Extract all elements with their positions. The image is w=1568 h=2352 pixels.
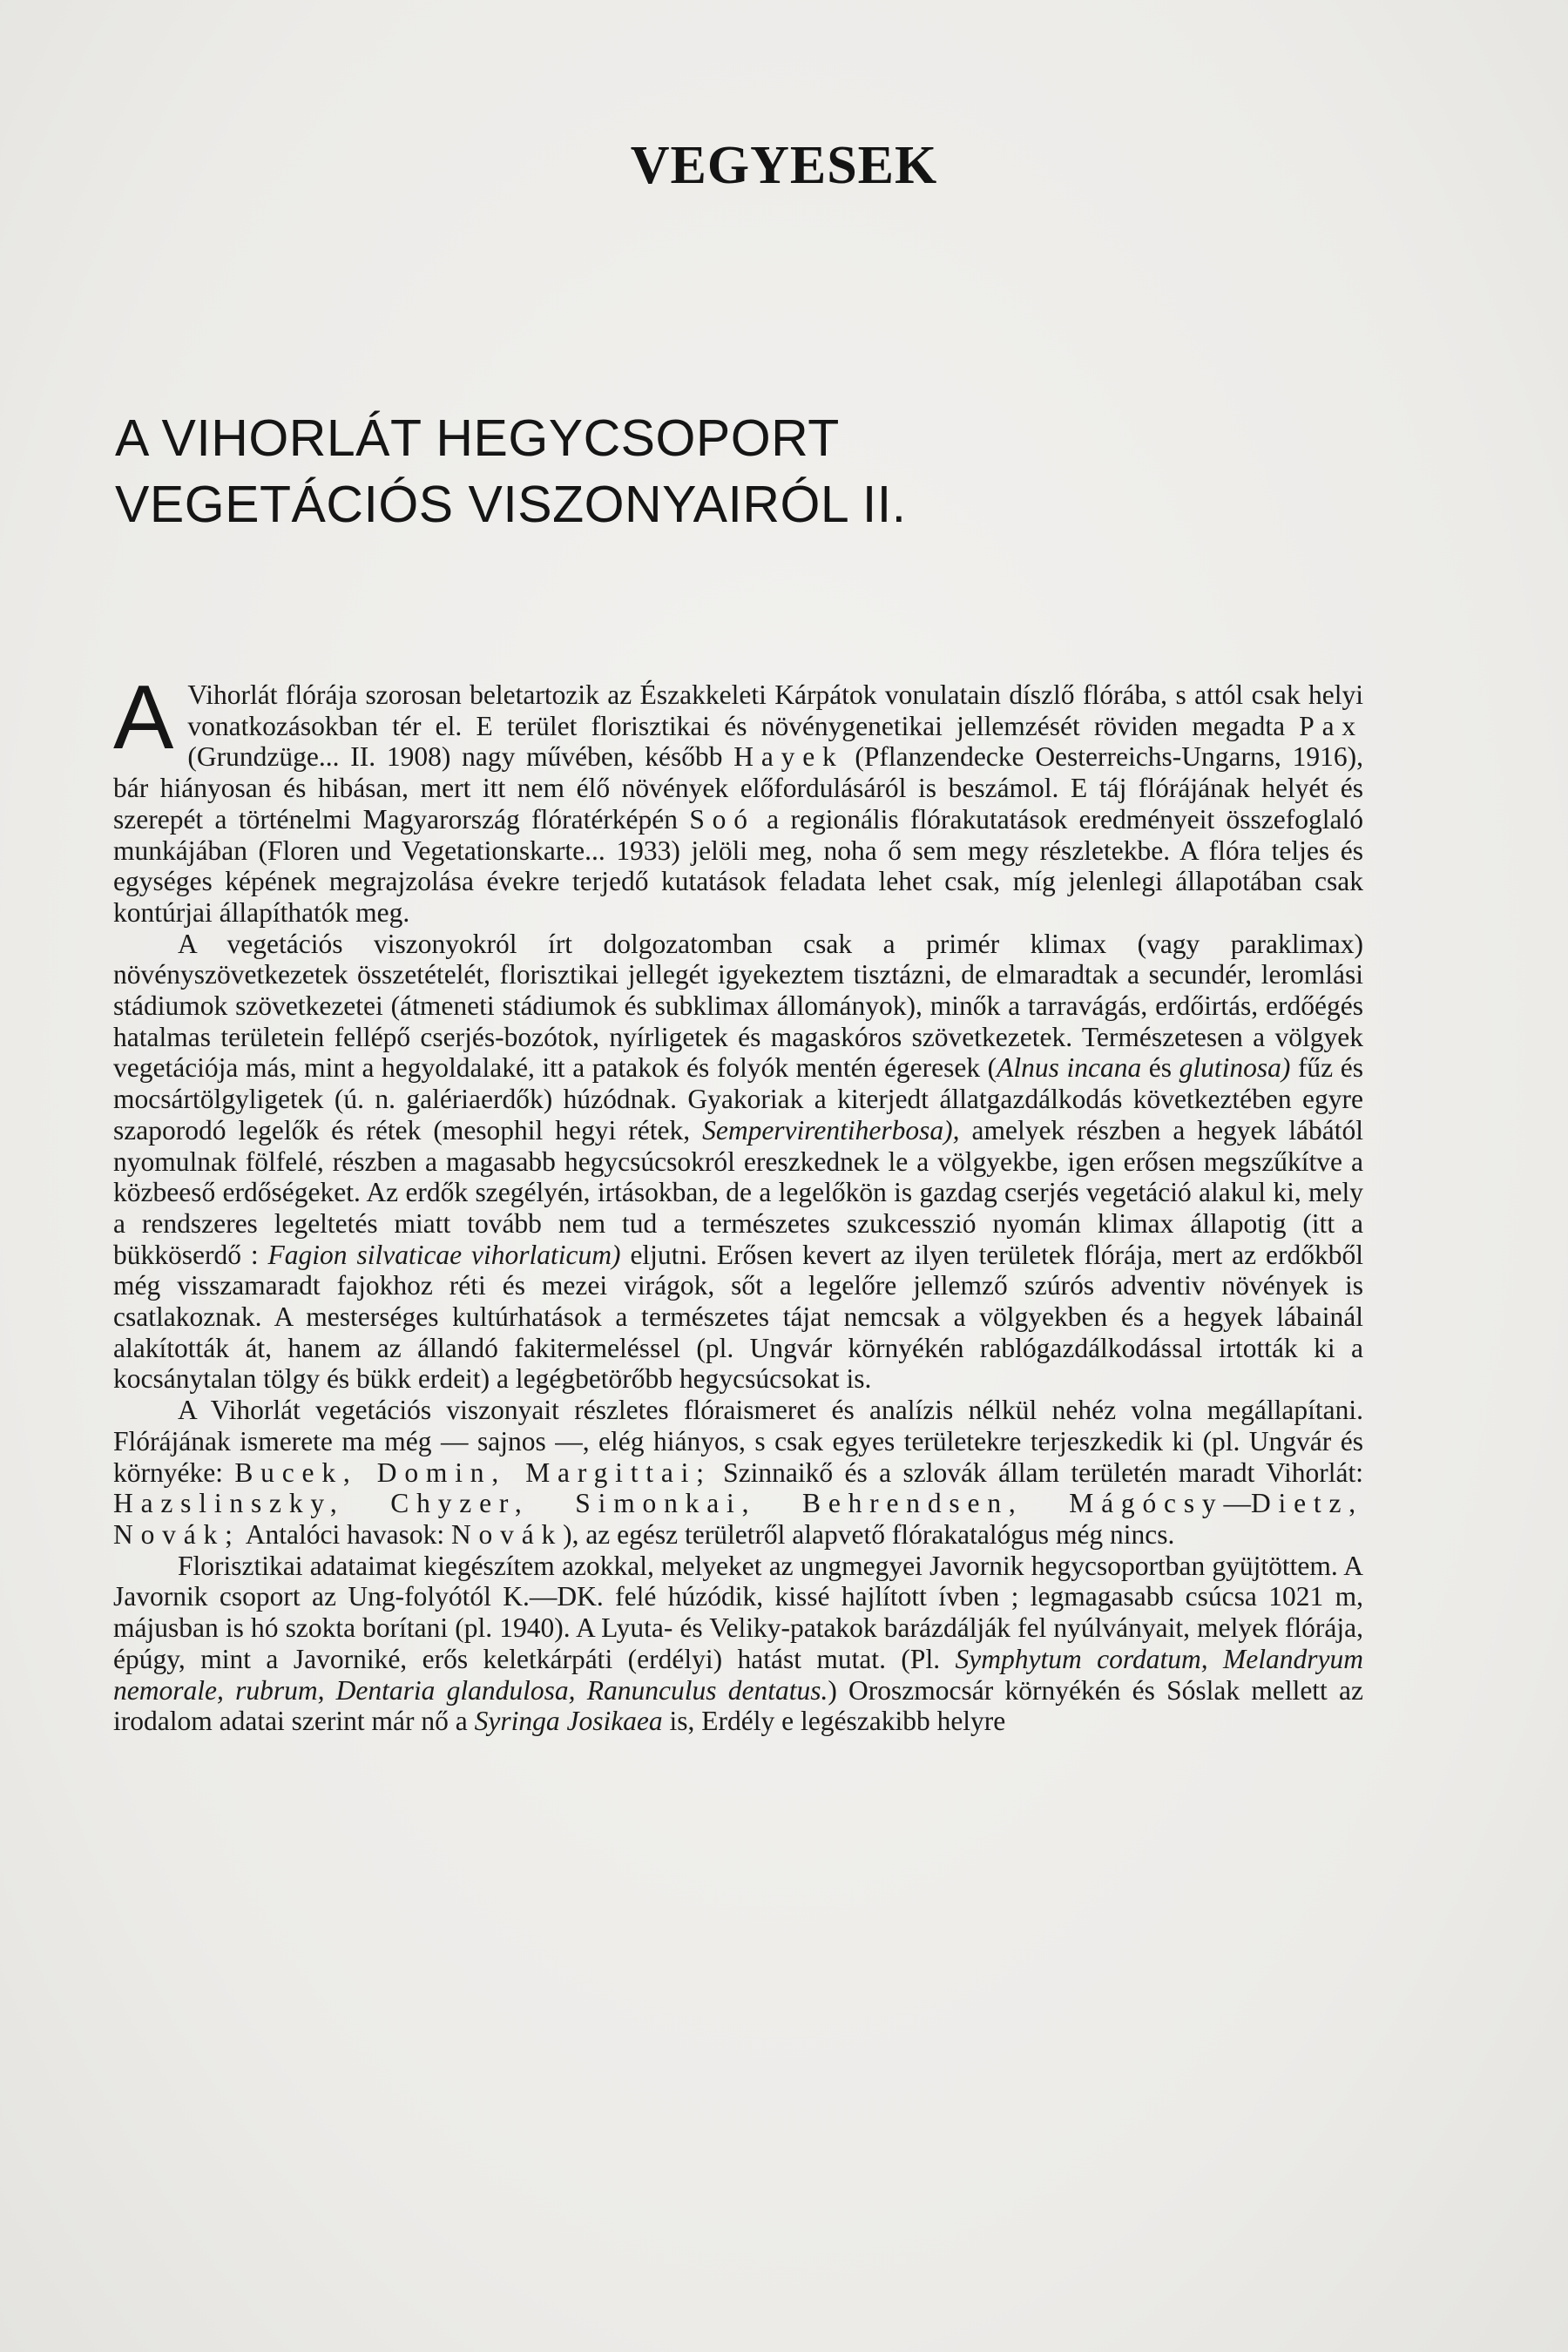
paragraph-4 (113, 1551, 1363, 1737)
paragraph-4-text-3: is, Erdély e legészakibb helyre (662, 1706, 1006, 1737)
author-name-soo: Soó (689, 803, 755, 835)
author-name-novak: Novák (450, 1518, 564, 1550)
author-names: Hazslinszky, Chyzer, Simonkai, Behrendsen, Mágócsy (113, 1488, 1224, 1519)
species-list: Symphytum cordatum, Melandryum nemorale, rubrum, Dentaria glandulosa, Ranunculus dentatus. (113, 1643, 1363, 1706)
paragraph-2-text-1: A vegetációs viszonyokról írt dolgozatomban csak a primér klimax (vagy paraklimax) növényszövetkezetek összetételét, florisztikai jellegét igyekeztem tisztázni, de elmaradtak a secundér, leromlási stádiumok szövetkezetei (átmeneti stádiumok és subklimax állományok), minők a tarravágás, erdőirtás, erdőégés hatalmas területein fellépő cserjés-bozótok, nyírligetek és magaskóros szövetkezetek. Természetesen a völgyek vegetációja más, mint a hegyoldalaké, itt a patakok és folyók mentén égeresek ( (113, 928, 1363, 1084)
paragraph-1-text-1: Vihorlát flórája szorosan beletartozik az Északkeleti Kárpátok vonulatain díszlő flórába, s attól csak helyi vonatkozásokban tér el. E terület florisztikai és növénygenetikai jellemzését röviden megadta (187, 679, 1363, 741)
paragraph-3-text-5: ), az egész területről alapvető flórakatalógus még nincs. (563, 1518, 1175, 1550)
article-title (115, 405, 907, 537)
section-header: VEGYESEK (630, 136, 938, 195)
species-name: Alnus incana (997, 1052, 1142, 1084)
article-title-line-2: VEGETÁCIÓS VISZONYAIRÓL II. (115, 476, 907, 533)
association-name: Sempervirentiherbosa), (702, 1114, 960, 1146)
author-name-pax: Pax (1299, 710, 1363, 741)
paragraph-2-text-4: amelyek részben a hegyek lábától nyomulnak fölfelé, részben a magasabb hegycsúcsokról ereszkednek le a völgyekbe, igen erősen megszűkítve a közbeeső erdőségeket. Az erdők szegélyén, irtásokban, de a legelőkön is gazdag cserjés vegetáció alakul ki, mely a rendszeres legeltetés miatt tovább nem tud a természetes szukcesszió nyomán klimax állapotig (itt a bükköserdő : (113, 1114, 1363, 1270)
paragraph-3-text-1: A Vihorlát vegetációs viszonyait részletes flóraismeret és analízis nélkül nehéz volna megállapítani. Flórájának ismerete ma még — sajnos —, elég hiányos, s csak egyes területekre terjeszkedik ki (pl. Ungvár és környéke: (113, 1395, 1363, 1488)
paragraph-4-text-1: Florisztikai adataimat kiegészítem azokkal, melyeket az ungmegyei Javornik hegycsoportban gyüjtöttem. A Javornik csoport az Ung-folyótól K.—DK. felé húzódik, kissé hajlított ívben ; legmagasabb csúcsa 1021 m, májusban is hó szokta borítani (pl. 1940). A Lyuta- és Veliky-patakok barázdálják fel nyúlványait, melyek flórája, épúgy, mint a Javorniké, erős keletkárpáti (erdélyi) hatást mutat. (Pl. (113, 1550, 1363, 1674)
paragraph-1 (113, 679, 1363, 929)
paragraph-2-text-3: fűz és mocsártölgyligetek (ú. n. galériaerdők) húzódnak. Gyakoriak a kiterjedt állatgazdálkodás következtében egyre szaporodó legelők és rétek (mesophil hegyi rétek, (113, 1052, 1363, 1146)
paragraph-2-text-5: eljutni. Erősen kevert az ilyen területek flórája, mert az erdőkből még visszamaradt fajokhoz réti és mezei virágok, sőt a legelőre jellemző szúrós adventiv növények is csatlakoznak. A mesterséges kultúrhatások a természetes tájat nemcsak a völgyekben és a hegyek lábainál alakították át, hanem az állandó fakitermeléssel (pl. Ungvár környékén rablógazdálkodással irtották ki a kocsánytalan tölgy és bükk erdeit) a legégbetörőbb hegycsúcsokat is. (113, 1239, 1363, 1395)
paragraph-1-text-2: (Grundzüge... II. 1908) nagy művében, később (187, 741, 734, 773)
paragraph-1-text-3: (Pflanzendecke Oesterreichs-Ungarns, 1916), bár hiányosan és hibásan, mert itt nem élő növények előfordulásáról is beszámol. E táj flórájának helyét és szerepét a történelmi Magyarország flóratérképén (113, 741, 1363, 835)
author-names: Bucek, Domin, Margittai; (234, 1456, 712, 1488)
association-name: Fagion silvaticae vihorlaticum) (267, 1239, 621, 1270)
article-title-line-1: A VIHORLÁT HEGYCSOPORT (115, 409, 840, 467)
species-name: Syringa Josikaea (474, 1706, 663, 1737)
paragraph-3-dash: — (1223, 1488, 1251, 1519)
paragraph-1-text-4: a regionális flórakutatások eredményeit összefoglaló munkájában (Floren und Vegetationskarte... 1933) jelöli meg, noha ő sem megy részletekbe. A flóra teljes és egységes képének megrajzolása évekre terjedő kutatások feladata lehet csak, míg jelenlegi állapotában csak kontúrjai állapíthatók meg. (113, 803, 1363, 928)
paragraph-2 (113, 929, 1363, 1396)
author-names: Dietz, Novák; (113, 1488, 1363, 1550)
paragraph-2-text-2: és (1141, 1052, 1179, 1084)
paragraph-3 (113, 1395, 1363, 1551)
drop-cap: A (113, 679, 174, 768)
paragraph-4-text-2: ) Oroszmocsár környékén és Sóslak mellett az irodalom adatai szerint már nő a (113, 1674, 1363, 1737)
author-name-hayek: Hayek (733, 741, 844, 773)
species-name: glutinosa) (1179, 1052, 1291, 1084)
paragraph-3-text-4: Antalóci havasok: (240, 1518, 451, 1550)
paragraph-3-text-2: Szinnaikő és a szlovák állam területén maradt Vihorlát: (711, 1456, 1363, 1488)
article-body (113, 679, 1363, 2308)
